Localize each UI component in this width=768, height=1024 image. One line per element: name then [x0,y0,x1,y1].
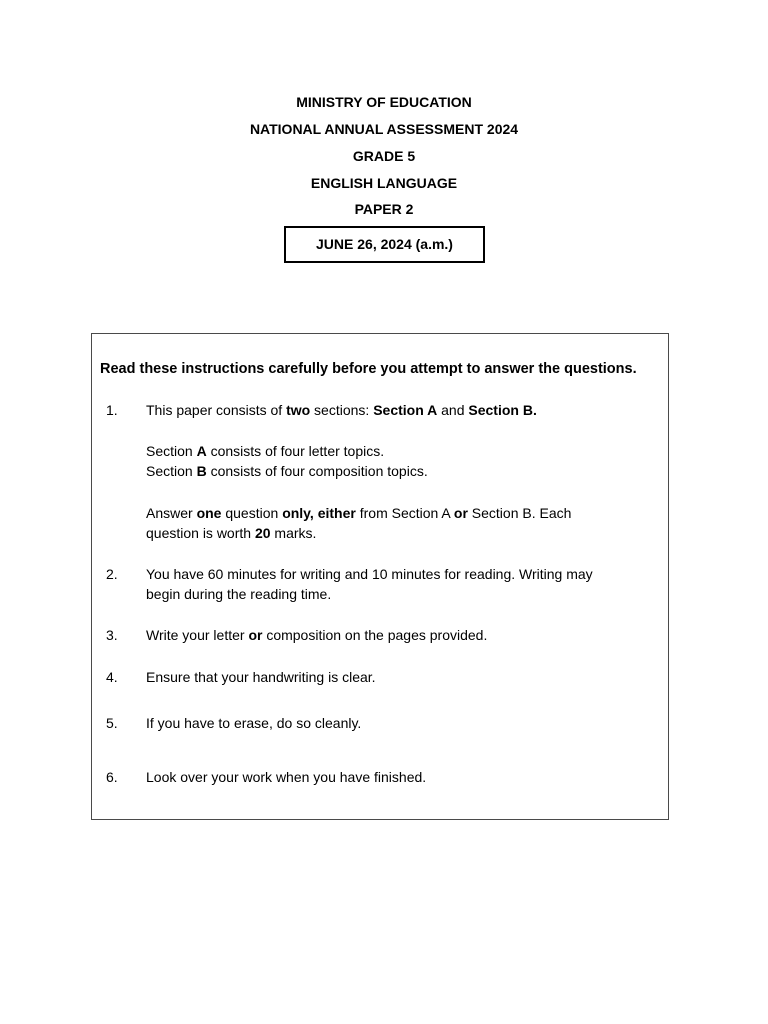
text-segment: Section B. Each [467,505,572,521]
item-2-line-1: You have 60 minutes for writing and 10 minutes for reading. Writing may [146,566,593,582]
bold-segment: only, either [282,505,356,521]
text-segment: consists of four letter topics. [206,443,385,459]
item-2-line-2: begin during the reading time. [146,586,332,602]
assessment-heading: NATIONAL ANNUAL ASSESSMENT 2024 [249,121,519,137]
text-segment: from Section A [355,505,454,521]
text-segment: Section [146,463,197,479]
exam-date: JUNE 26, 2024 (a.m.) [316,236,453,252]
item-3-line [146,627,487,644]
text-segment: sections: [310,402,374,418]
bold-segment: 20 [254,525,271,541]
bold-segment: Section B. [468,402,537,418]
item-5-number: 5. [106,715,118,731]
item-2-number: 2. [106,566,118,582]
item-1-line-2 [146,443,384,460]
bold-segment: two [286,402,311,418]
text-segment: question is worth [146,525,255,541]
exam-date-box [284,226,485,263]
text-segment: Write your letter [146,627,249,643]
subject-heading: ENGLISH LANGUAGE [310,175,458,191]
item-1-line-1 [146,402,537,419]
paper-heading: PAPER 2 [354,201,414,217]
item-3-number: 3. [106,627,118,643]
text-segment: marks. [270,525,317,541]
bold-segment: or [453,505,468,521]
bold-segment: one [196,505,222,521]
item-6-number: 6. [106,769,118,785]
item-1-number: 1. [106,402,118,418]
text-segment: This paper consists of [146,402,287,418]
text-segment: composition on the pages provided. [262,627,488,643]
ministry-heading: MINISTRY OF EDUCATION [296,94,472,110]
bold-segment: A [196,443,207,459]
item-1-line-4 [146,505,571,522]
item-4-line: Ensure that your handwriting is clear. [146,669,376,685]
bold-segment: Section A [373,402,438,418]
item-4-number: 4. [106,669,118,685]
text-segment: and [437,402,469,418]
text-segment: question [221,505,283,521]
grade-heading: GRADE 5 [352,148,416,164]
instructions-title: Read these instructions carefully before you attempt to answer the questions. [100,361,637,377]
item-1-line-3 [146,463,428,480]
text-segment: Section [146,443,197,459]
text-segment: Answer [146,505,197,521]
item-6-line: Look over your work when you have finished. [146,769,427,785]
bold-segment: B [196,463,207,479]
bold-segment: or [248,627,263,643]
item-1-line-5 [146,525,316,542]
text-segment: consists of four composition topics. [206,463,428,479]
item-5-line: If you have to erase, do so cleanly. [146,715,362,731]
